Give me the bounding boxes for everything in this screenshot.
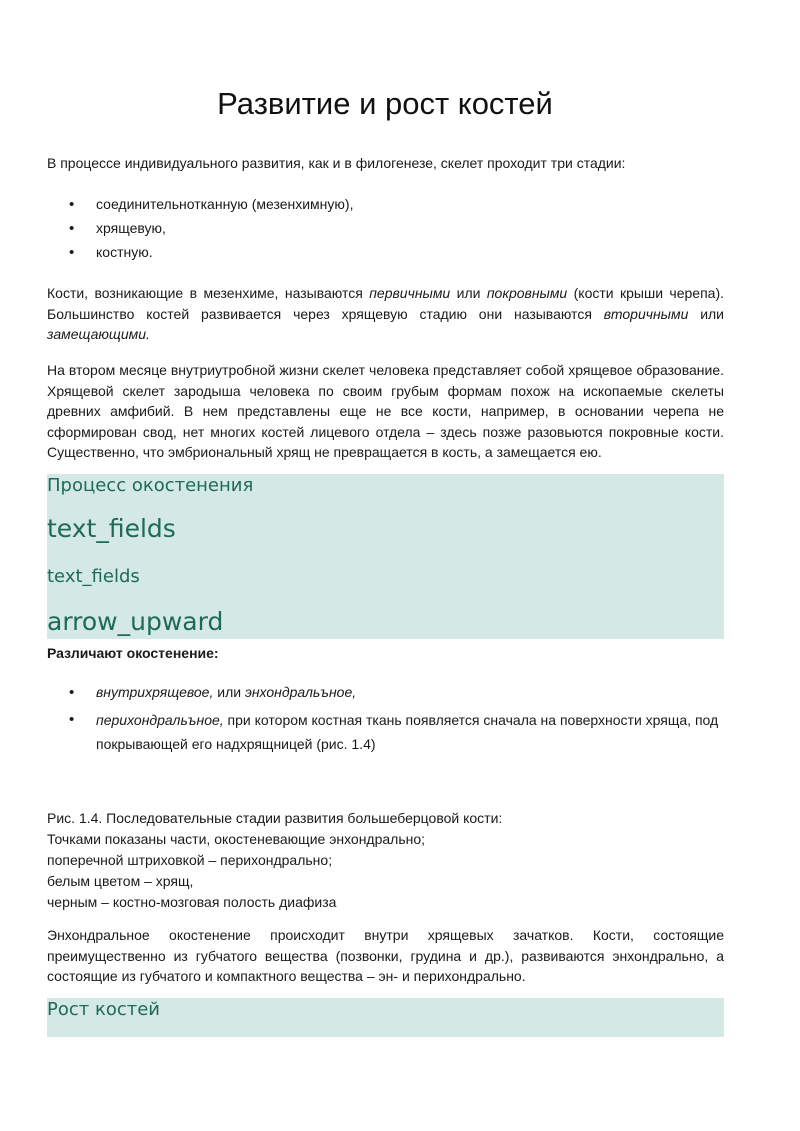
intro-paragraph: В процессе индивидуального развития, как и в филогенезе, скелет проходит три стадии:	[47, 155, 626, 171]
enchondral-paragraph: Энхондральное окостенение происходит внутри хрящевых зачатков. Кости, состоящие преимущественно из губчатого вещества (позвонки, грудина и др.), развиваются энхондрально, а состоящие из губчатого и компактного вещества – эн- и перихондрально.	[47, 927, 724, 984]
embryo-paragraph: На втором месяце внутриутробной жизни скелет человека представляет собой хрящевое образование. Хрящевой скелет зародыша человека по своим грубым формам похож на ископаемые скелеты древних амфибий. В нем представлены еще не все кости, например, в основании черепа не сформирован свод, нет многих костей лицевого отдела – здесь позже разовьются покровные кости. Существенно, что эмбриональный хрящ не превращается в кость, а замещается ею.	[47, 362, 724, 460]
text-fields-icon: text_fields	[47, 566, 140, 587]
section-heading: Процесс окостенения	[47, 475, 254, 496]
page-title: Развитие и рост костей	[217, 86, 553, 121]
section-heading: Рост костей	[47, 999, 161, 1020]
section-growth-band	[47, 998, 724, 1037]
arrow-upward-icon: arrow_upward	[47, 607, 224, 636]
ossification-list	[47, 684, 724, 756]
figure-caption: Рис. 1.4. Последовательные стадии развития большеберцовой кости: Точками показаны части, окостеневающие энхондрально; поперечной штриховкой – перихондрально; белым цветом – хрящ, черным – костно-мозговая полость диафиза	[47, 810, 503, 910]
list-item: • костную.	[47, 244, 724, 268]
list-item: • внутрихрящевое, или энхондральъное,	[47, 684, 724, 708]
bones-types-paragraph: Кости, возникающие в мезенхиме, называются первичными или покровными (кости крыши черепа). Большинство костей развивается через хрящевую стадию они называются вторичными или замещающими.	[47, 285, 724, 342]
ossification-label: Различают окостенение:	[47, 645, 219, 661]
text-fields-icon: text_fields	[47, 514, 176, 543]
list-item: • хрящевую,	[47, 220, 724, 244]
list-item: • соединительнотканную (мезенхимную),	[47, 196, 724, 220]
section-ossification-band	[47, 474, 724, 639]
list-item: • перихондральъное, при котором костная ткань появляется сначала на поверхности хряща, под покрывающей его надхрящницей (рис. 1.4)	[47, 708, 724, 756]
stages-list	[47, 196, 724, 268]
